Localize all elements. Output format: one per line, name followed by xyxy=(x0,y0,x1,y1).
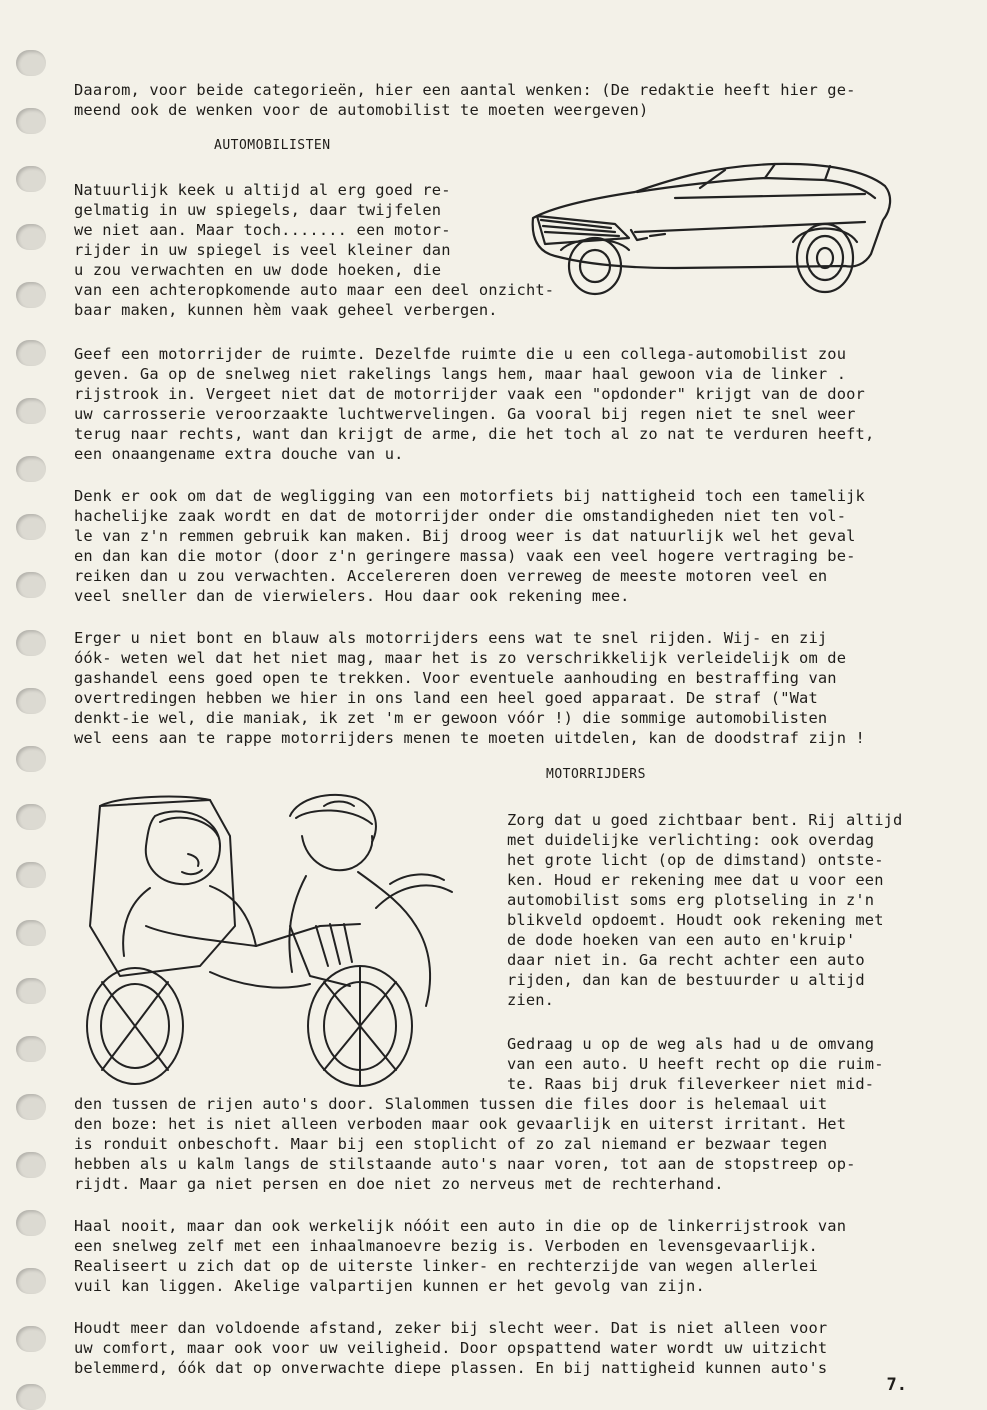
paragraph-line: den boze: het is niet alleen verboden maar ook gevaarlijk en uiterst irritant. Het xyxy=(74,1115,847,1133)
paragraph-line: Haal nooit, maar dan ook werkelijk nóóit een auto in die op de linkerrijstrook van xyxy=(74,1217,847,1235)
paragraph-line: wel eens aan te rappe motorrijders menen te moeten uitdelen, kan de doodstraf zijn ! xyxy=(74,729,865,747)
paragraph-line: met duidelijke verlichting: ook overdag xyxy=(507,831,875,849)
paragraph-line: daar niet in. Ga recht achter een auto xyxy=(507,951,865,969)
paragraph-line: rijder in uw spiegel is veel kleiner dan xyxy=(74,241,451,259)
paragraph-line: hachelijke zaak wordt en dat de motorrijder onder die omstandigheden niet ten vol- xyxy=(74,507,847,525)
paragraph-line: u zou verwachten en uw dode hoeken, die xyxy=(74,261,442,279)
paragraph-line: van een auto. U heeft recht op die ruim- xyxy=(507,1055,884,1073)
paragraph-line: le van z'n remmen gebruik kan maken. Bij droog weer is dat natuurlijk wel het geval xyxy=(74,527,856,545)
binder-hole xyxy=(16,1326,46,1352)
section-heading-automobilisten: AUTOMOBILISTEN xyxy=(214,138,331,153)
paragraph-line: overtredingen hebben we hier in ons land een heel goed apparaat. De straf ("Wat xyxy=(74,689,818,707)
paragraph-line: uw carrosserie veroorzaakte luchtwervelingen. Ga vooral bij regen niet te snel weer xyxy=(74,405,856,423)
paragraph-line: veel sneller dan de vierwielers. Hou daar ook rekening mee. xyxy=(74,587,630,605)
binder-hole xyxy=(16,746,46,772)
paragraph-line: te. Raas bij druk fileverkeer niet mid- xyxy=(507,1075,875,1093)
binder-hole xyxy=(16,1152,46,1178)
paragraph-line: denkt-ie wel, die maniak, ik zet 'm er gewoon vóór !) die sommige automobilisten xyxy=(74,709,828,727)
car-illustration xyxy=(525,158,900,303)
paragraph-line: Gedraag u op de weg als had u de omvang xyxy=(507,1035,875,1053)
binder-hole xyxy=(16,224,46,250)
paragraph-line: en dan kan die motor (door z'n geringere massa) vaak een veel hogere vertraging be- xyxy=(74,547,856,565)
paragraph-line: rijstrook in. Vergeet niet dat de motorrijder vaak een "opdonder" krijgt van de door xyxy=(74,385,865,403)
paragraph-line: Erger u niet bont en blauw als motorrijders eens wat te snel rijden. Wij- en zij xyxy=(74,629,828,647)
binder-hole xyxy=(16,108,46,134)
binder-hole xyxy=(16,978,46,1004)
binder-hole xyxy=(16,50,46,76)
binder-hole xyxy=(16,514,46,540)
paragraph-line: automobilist soms erg plotseling in z'n xyxy=(507,891,875,909)
page-number: 7. xyxy=(886,1375,907,1395)
binder-hole xyxy=(16,456,46,482)
paragraph-line: het grote licht (op de dimstand) ontste- xyxy=(507,851,884,869)
binder-hole xyxy=(16,688,46,714)
paragraph-line: rijden, dan kan de bestuurder u altijd xyxy=(507,971,865,989)
paragraph-line: rijdt. Maar ga niet persen en doe niet zo nerveus met de rechterhand. xyxy=(74,1175,724,1193)
intro-line: Daarom, voor beide categorieën, hier een aantal wenken: (De redaktie heeft hier ge- xyxy=(74,81,856,99)
paragraph-line: blikveld opdoemt. Houdt ook rekening met xyxy=(507,911,884,929)
paragraph-line: den tussen de rijen auto's door. Slalommen tussen die files door is helemaal uit xyxy=(74,1095,828,1113)
binder-hole xyxy=(16,804,46,830)
paragraph-line: Zorg dat u goed zichtbaar bent. Rij altijd xyxy=(507,811,903,829)
binder-hole xyxy=(16,572,46,598)
paragraph-line: reiken dan u zou verwachten. Accelereren doen verreweg de meeste motoren veel en xyxy=(74,567,828,585)
motorcycle-cartoon-illustration xyxy=(60,776,500,1096)
binder-hole xyxy=(16,340,46,366)
binder-hole xyxy=(16,1268,46,1294)
section-heading-motorrijders: MOTORRIJDERS xyxy=(546,767,646,782)
binder-hole xyxy=(16,1384,46,1410)
intro-line: meend ook de wenken voor de automobilist te moeten weergeven) xyxy=(74,101,649,119)
paragraph-line: de dode hoeken van een auto en'kruip' xyxy=(507,931,856,949)
paragraph-line: Denk er ook om dat de wegligging van een motorfiets bij nattigheid toch een tamelijk xyxy=(74,487,865,505)
binder-hole xyxy=(16,398,46,424)
paragraph-line: terug naar rechts, want dan krijgt de arme, die het toch al zo nat te verduren heeft, xyxy=(74,425,875,443)
paragraph-line: Houdt meer dan voldoende afstand, zeker bij slecht weer. Dat is niet alleen voor xyxy=(74,1319,828,1337)
paragraph-line: vuil kan liggen. Akelige valpartijen kunnen er het gevolg van zijn. xyxy=(74,1277,705,1295)
paragraph-line: uw comfort, maar ook voor uw veiligheid. Door opspattend water wordt uw uitzicht xyxy=(74,1339,828,1357)
binder-hole xyxy=(16,1036,46,1062)
paragraph-line: hebben als u kalm langs de stilstaande auto's naar voren, tot aan de stopstreep op- xyxy=(74,1155,856,1173)
paragraph-line: Natuurlijk keek u altijd al erg goed re- xyxy=(74,181,451,199)
binder-hole xyxy=(16,1210,46,1236)
paragraph-line: baar maken, kunnen hèm vaak geheel verbergen. xyxy=(74,301,498,319)
paragraph-line: zien. xyxy=(507,991,555,1009)
binder-hole xyxy=(16,630,46,656)
paragraph-line: een onaangename extra douche van u. xyxy=(74,445,404,463)
paragraph-line: Realiseert u zich dat op de uiterste linker- en rechterzijde van wegen allerlei xyxy=(74,1257,818,1275)
paragraph-line: is ronduit onbeschoft. Maar bij een stoplicht of zo zal niemand er bezwaar tegen xyxy=(74,1135,828,1153)
paragraph-line: we niet aan. Maar toch....... een motor- xyxy=(74,221,451,239)
paragraph-line: van een achteropkomende auto maar een deel onzicht- xyxy=(74,281,555,299)
paragraph-line: ken. Houd er rekening mee dat u voor een xyxy=(507,871,884,889)
binder-hole xyxy=(16,282,46,308)
paragraph-line: geven. Ga op de snelweg niet rakelings langs hem, maar haal gewoon via de linker . xyxy=(74,365,847,383)
paragraph-line: gelmatig in uw spiegels, daar twijfelen xyxy=(74,201,442,219)
paragraph-line: óók- weten wel dat het niet mag, maar het is zo verschrikkelijk verleidelijk om de xyxy=(74,649,847,667)
paragraph-line: gashandel eens goed open te trekken. Voor eventuele aanhouding en bestraffing van xyxy=(74,669,837,687)
binder-hole xyxy=(16,1094,46,1120)
binder-hole xyxy=(16,920,46,946)
paragraph-line: een snelweg zelf met een inhaalmanoevre bezig is. Verboden en levensgevaarlijk. xyxy=(74,1237,818,1255)
binder-hole xyxy=(16,166,46,192)
binder-hole xyxy=(16,862,46,888)
paragraph-line: belemmerd, óók dat op onverwachte diepe plassen. En bij nattigheid kunnen auto's xyxy=(74,1359,828,1377)
paragraph-line: Geef een motorrijder de ruimte. Dezelfde ruimte die u een collega-automobilist zou xyxy=(74,345,847,363)
